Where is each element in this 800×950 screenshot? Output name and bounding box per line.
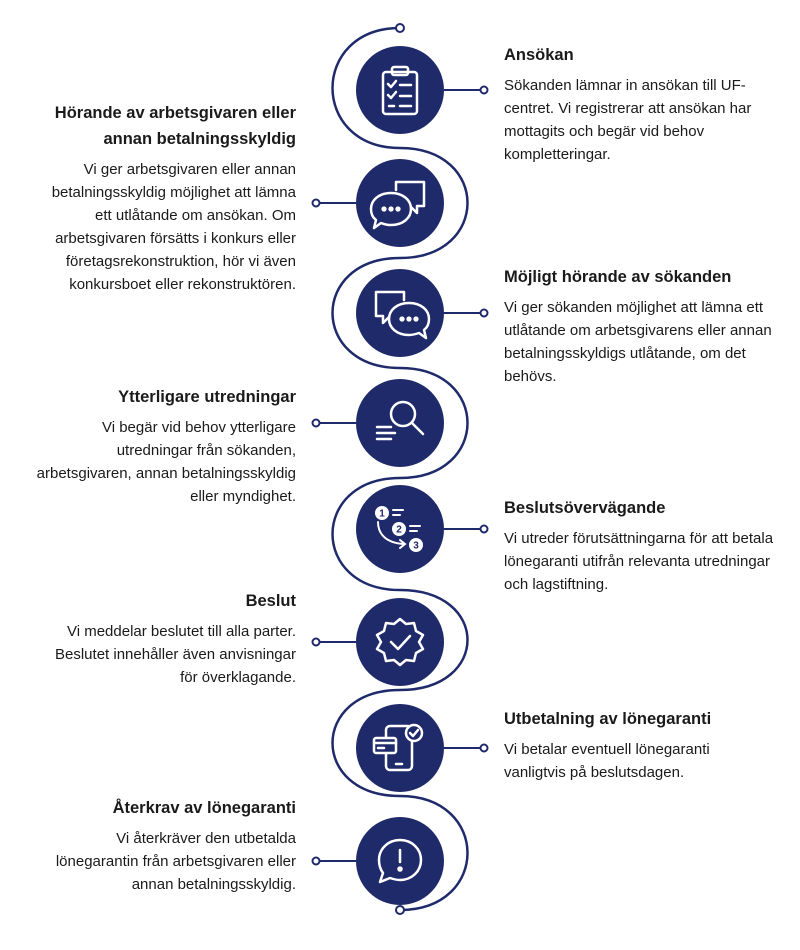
step-3-node <box>356 269 488 357</box>
step-4-node <box>313 379 445 467</box>
step-description: Vi begär vid behov ytterligare utredningar från sökanden, arbetsgivaren, annan betalningsskyldig eller myndighet. <box>36 419 296 505</box>
step-title: Utbetalning av lönegaranti <box>504 710 712 728</box>
step-description: Sökanden lämnar in ansökan till UF-centret. Vi registrerar att ansökan har mottagits och begär vid behov kompletteringar. <box>504 77 752 163</box>
step-beslut <box>36 588 296 689</box>
svg-text:1: 1 <box>379 508 385 520</box>
step-7-node <box>356 704 488 792</box>
step-utbetalning <box>504 706 764 784</box>
step-description: Vi betalar eventuell lönegaranti vanligtvis på beslutsdagen. <box>504 741 710 781</box>
step-6-node <box>313 598 445 686</box>
svg-text:2: 2 <box>396 524 402 536</box>
step-description: Vi återkräver den utbetalda lönegarantin från arbetsgivaren eller annan betalningsskyldig. <box>55 830 296 893</box>
step-ytterligare-utredningar <box>36 384 296 508</box>
step-8-node <box>313 817 445 905</box>
step-title: Ytterligare utredningar <box>118 388 296 406</box>
step-description: Vi ger sökanden möjlighet att lämna ett utlåtande om arbetsgivarens eller annan betalningsskyldigs utlåtande, om det behövs. <box>504 299 772 385</box>
step-5-node <box>356 485 488 573</box>
step-1-node <box>356 46 488 134</box>
step-description: Vi utreder förutsättningarna för att betala lönegaranti utifrån relevanta utredningar och lagstiftning. <box>504 530 774 593</box>
step-title: Hörande av arbetsgivaren eller annan betalningsskyldig <box>54 104 296 148</box>
step-ansokan <box>504 42 774 166</box>
step-aterkrav <box>36 795 296 896</box>
step-beslutsovervagande <box>504 495 779 596</box>
step-2-node <box>313 159 445 247</box>
step-title: Ansökan <box>504 46 574 64</box>
step-horande-sokanden <box>504 264 779 388</box>
step-title: Beslutsövervägande <box>504 499 666 517</box>
timeline-start-dot <box>396 24 404 32</box>
svg-text:3: 3 <box>413 540 419 552</box>
step-title: Beslut <box>245 592 296 610</box>
step-horande-arbetsgivare <box>36 100 296 296</box>
step-description: Vi meddelar beslutet till alla parter. Beslutet innehåller även anvisningar för överklagande. <box>55 623 296 686</box>
step-description: Vi ger arbetsgivaren eller annan betalningsskyldig möjlighet att lämna ett utlåtande om ansökan. Om arbetsgivaren försätts i konkurs eller företagsrekonstruktion, hör vi även konkursboet eller rekonstruktören. <box>51 161 296 293</box>
step-title: Möjligt hörande av sökanden <box>504 268 732 286</box>
step-title: Återkrav av lönegaranti <box>112 799 296 817</box>
timeline-end-dot <box>396 906 404 914</box>
